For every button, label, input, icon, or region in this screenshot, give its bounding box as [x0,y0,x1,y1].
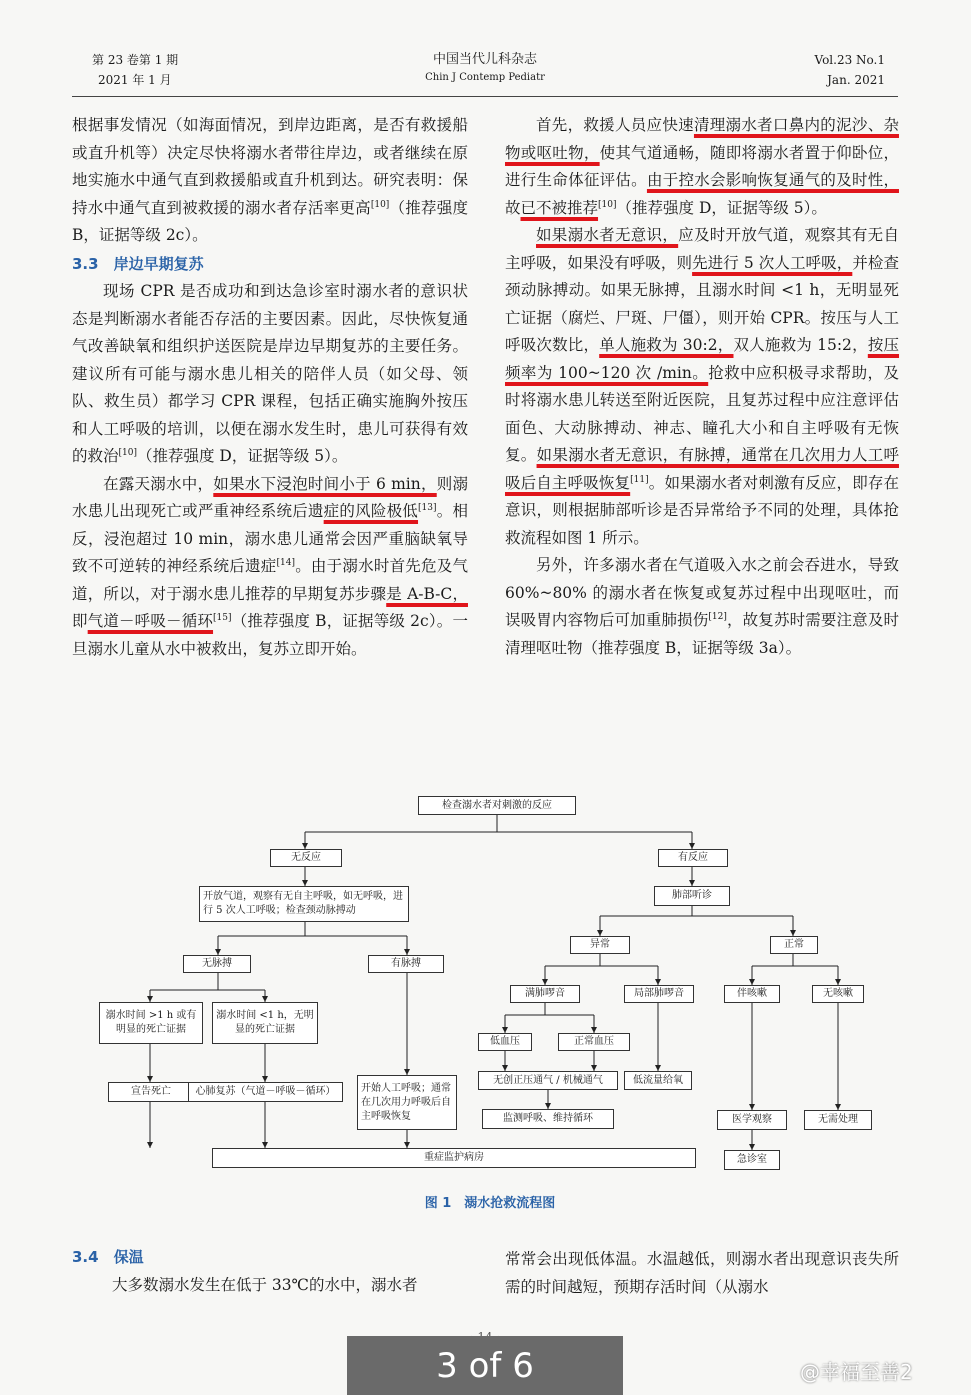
node-start-breathing: 开始人工呼吸；通常在几次用力呼吸后自主呼吸恢复 [357,1075,457,1130]
node-no-pulse: 无脉搏 [183,955,251,973]
watermark: @幸福至善2 [800,1360,913,1384]
node-short-time: 溺水时间 <1 h，无明显的死亡证据 [212,1002,318,1044]
node-abnormal: 异常 [570,936,630,954]
node-low-flow-oxygen: 低流量给氧 [624,1071,692,1090]
red-underline: 是 A-B-C， [386,584,468,603]
node-emergency-room: 急诊室 [724,1150,780,1170]
date-en: Jan. 2021 [827,73,885,87]
node-full-lung-rales: 满肺啰音 [510,985,580,1003]
node-icu: 重症监护病房 [212,1148,696,1168]
red-underline: 症的风险极低 [323,502,419,520]
node-monitor: 监测呼吸、维持循环 [482,1109,614,1129]
journal-title-en: Chin J Contemp Pediatr [425,72,545,83]
node-lung-auscultation: 肺部听诊 [654,886,730,906]
section-heading-3-3: 3.3 岸边早期复苏 [72,254,204,273]
red-underline: 如果溺水者无意识， [536,226,679,244]
node-root: 检查溺水者对刺激的反应 [418,796,576,815]
node-cough: 伴咳嗽 [724,985,780,1003]
paragraph: 在露天溺水中，如果水下浸泡时间小于 6 min，则溺水患儿出现死亡或严重神经系统后遗症的风险极低[13]。相反，浸泡超过 10 min，溺水患儿通常会因严重脑缺氧导致不可逆转的神经系统后遗症[14]。由于溺水时首先危及气道，所以，对于溺水患儿推荐的早期复苏步骤是 A-B-C，即气道－呼吸－循环[15]（推荐强度 B，证据等级 2c）。一旦溺水儿童从水中被救出，复苏立即开始。 [72,474,468,658]
red-underline: 先进行 5 次人工呼吸， [692,253,853,272]
paragraph: 根据事发情况（如海面情况，到岸边距离，是否有救援船或直升机等）决定尽快将溺水者带往岸边，或者继续在原地实施水中通气直到救援船或直升机到达。研究表明：保持水中通气直到被救援的溺水者存活率更高[10]（推荐强度 B，证据等级 2c）。 [72,116,468,244]
volume-en: Vol.23 No.1 [814,53,885,67]
node-normal: 正常 [770,936,818,954]
node-open-airway: 开放气道，观察有无自主呼吸，如无呼吸，进行 5 次人工呼吸；检查颈动脉搏动 [199,886,409,922]
node-has-response: 有反应 [658,849,728,867]
node-hypotension: 低血压 [478,1033,532,1051]
red-underline: 已不被推荐 [520,198,599,217]
paragraph: 首先，救援人员应快速清理溺水者口鼻内的泥沙、杂物或呕吐物，使其气道通畅，随即将溺水者置于仰卧位，进行生命体征评估。由于控水会影响恢复通气的及时性，故已不被推荐[10]（推荐强度 D，证据等级 5）。 [505,116,899,217]
paragraph: 如果溺水者无意识，应及时开放气道，观察其有无自主呼吸，如果没有呼吸，则先进行 5 次人工呼吸，并检查颈动脉搏动。如果无脉搏，且溺水时间 <1 h，无明显死亡证据（腐烂、尸斑、尸僵），则开始 CPR。按压与人工呼吸次数比，单人施救为 30:2，双人施救为 15:2，按压频率为 100~120 次 /min。抢救中应积极寻求帮助，及时将溺水患儿转送至附近医院，且复苏过程中应注意评估面色、大动脉搏动、神志、瞳孔大小和自主呼吸有无恢复。如果溺水者无意识，有脉搏，通常在几次用力人工呼吸后自主呼吸恢复[11]。如果溺水者对刺激有反应，即存在意识，则根据肺部听诊是否异常给予不同的处理，具体抢救流程如图 1 所示。 [505,226,900,547]
node-local-lung-rales: 局部肺啰音 [624,985,694,1003]
node-no-response: 无反应 [270,849,342,867]
node-medical-observation: 医学观察 [717,1110,787,1130]
red-underline: 如果水下浸泡时间小于 6 min， [213,474,437,493]
node-normal-bp: 正常血压 [558,1033,630,1051]
node-ventilation: 无创正压通气 / 机械通气 [478,1071,618,1090]
section-3-4-text: 大多数溺水发生在低于 33℃的水中，溺水者 [112,1276,418,1294]
node-cpr: 心肺复苏（气道－呼吸－循环） [188,1082,343,1102]
red-underline: 气道－呼吸－循环 [87,612,214,630]
red-underline: 由于控水会影响恢复通气的及时性， [646,171,899,189]
node-has-pulse: 有脉搏 [368,955,444,973]
node-no-treatment: 无需处理 [804,1110,872,1130]
node-long-time: 溺水时间 >1 h 或有明显的死亡证据 [99,1002,203,1044]
red-underline: 按压频率为 100~120 次 /min。 [505,336,900,382]
red-underline: 如果溺水者无意识，有脉搏，通常在几次用力人工呼吸后自主呼吸恢复 [505,446,899,492]
section-heading-3-4: 3.4 保温 [72,1248,144,1266]
journal-title-cn: 中国当代儿科杂志 [432,52,537,67]
right-column-continuation: 常常会出现低体温。水温越低，则溺水者出现意识丧失所需的时间越短，预期存活时间（从溺水 [505,1250,899,1296]
issue-volume: 第 23 卷第 1 期 [92,53,179,67]
paragraph: 另外，许多溺水者在气道吸入水之前会吞进水，导致 60%~80% 的溺水者在恢复或复苏过程中出现呕吐，而误吸胃内容物后可加重肺损伤[12]，故复苏时需要注意及时清理呕吐物（推荐强度 B，证据等级 3a）。 [505,556,899,657]
node-declare-death: 宣告死亡 [108,1082,194,1102]
red-underline: 清理溺水者口鼻内的泥沙、杂物或呕吐物， [505,116,899,162]
issue-date: 2021 年 1 月 [98,73,172,87]
paragraph: 现场 CPR 是否成功和到达急诊室时溺水者的意识状态是判断溺水者能否存活的主要因素。因此，尽快恢复通气改善缺氧和组织护送医院是岸边早期复苏的主要任务。建议所有可能与溺水患儿相关的陪伴人员（如父母、领队、救生员）都学习 CPR 课程，包括正确实施胸外按压和人工呼吸的培训，以便在溺水发生时，患儿可获得有效的救治[10]（推荐强度 D，证据等级 5）。 [72,282,468,465]
page-indicator: 3 of 6 [347,1336,623,1395]
red-underline: 单人施救为 30:2， [599,336,734,354]
node-no-cough: 无咳嗽 [812,985,864,1003]
figure-caption: 图 1 溺水抢救流程图 [424,1196,556,1211]
